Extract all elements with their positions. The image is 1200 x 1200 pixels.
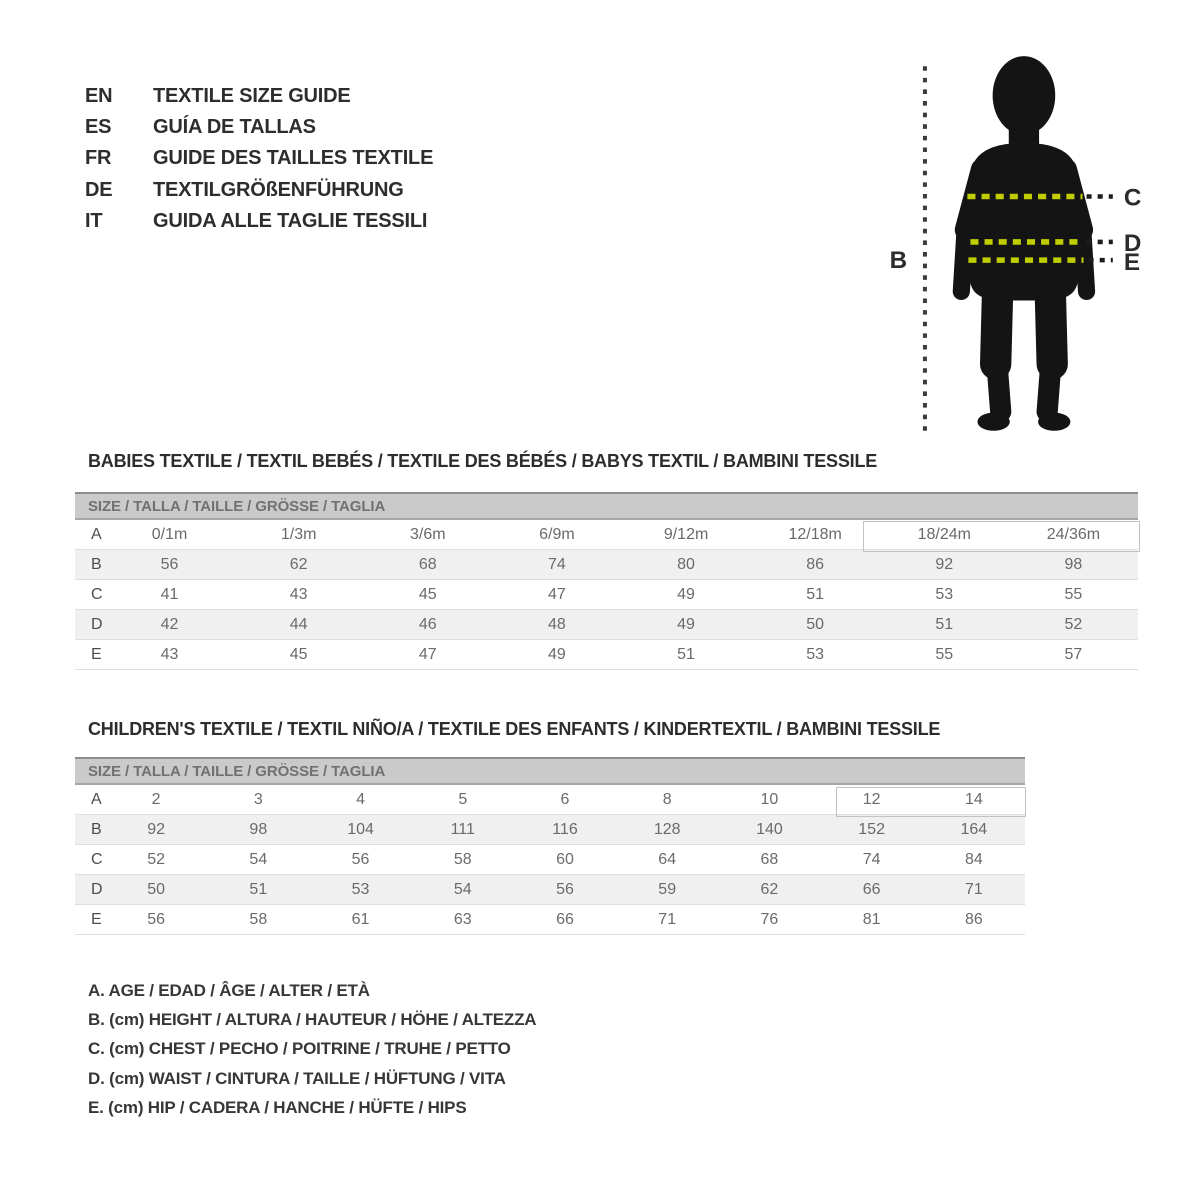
lang-title: GUIDE DES TAILLES TEXTILE [153,147,434,170]
table-row-D [75,610,1138,640]
table-cell: 74 [862,851,881,868]
table-cell: 58 [249,911,268,928]
table-cell: 66 [556,911,574,928]
table-cell: 68 [418,556,437,573]
table-cell: 48 [548,616,566,633]
table-cell: 86 [964,911,983,928]
lang-row-de [85,175,433,206]
table-cell: 92 [147,821,165,838]
lang-row-fr [85,143,433,174]
table-cell: 54 [249,851,268,868]
table-cell: 24/36m [1046,526,1101,543]
table-cell: 5 [458,791,468,808]
table-cell: 46 [418,616,437,633]
table-cell: 44 [289,616,308,633]
lang-title: TEXTILGRÖßENFÜHRUNG [153,178,404,201]
row-label: C [91,586,103,603]
legend-line-chest: C. (cm) CHEST / PECHO / POITRINE / TRUHE / PETTO [88,1039,511,1059]
measurement-legend [88,976,536,1122]
table-cell: 3/6m [410,526,446,543]
table-cell: 43 [289,586,308,603]
row-label: E [91,646,102,663]
lang-row-es [85,112,433,143]
table-cell: 71 [964,881,983,898]
lang-code: EN [85,85,113,107]
table-cell: 45 [418,586,437,603]
table-cell: 51 [677,646,695,663]
table-cell: 51 [935,616,954,633]
table-cell: 54 [453,881,472,898]
table-cell: 152 [858,821,885,838]
table-cell: 140 [756,821,783,838]
hip-label: E [1123,249,1141,277]
table-cell: 55 [935,646,954,663]
table-cell: 49 [548,646,566,663]
table-cell: 60 [556,851,574,868]
table-cell: 47 [548,586,566,603]
children-section-heading: CHILDREN'S TEXTILE / TEXTIL NIÑO/A / TEXTILE DES ENFANTS / KINDERTEXTIL / BAMBINI TESSILE [88,719,941,739]
table-row-C [75,580,1138,610]
table-cell: 128 [653,821,681,838]
lang-row-it [85,206,433,237]
table-cell: 64 [658,851,677,868]
size-header-band: SIZE / TALLA / TAILLE / GRÖSSE / TAGLIA [75,757,1025,785]
table-cell: 51 [249,881,268,898]
lang-title: TEXTILE SIZE GUIDE [153,85,351,107]
size-header-band: SIZE / TALLA / TAILLE / GRÖSSE / TAGLIA [75,492,1138,520]
table-cell: 49 [677,616,695,633]
language-title-list [85,81,433,237]
row-label: D [91,881,103,898]
table-cell: 116 [552,821,578,838]
legend-line-age: A. AGE / EDAD / ÂGE / ALTER / ETÀ [88,981,370,1000]
table-cell: 92 [935,556,954,573]
table-row-B [75,815,1025,845]
table-cell: 55 [1064,586,1083,603]
table-row-C [75,845,1025,875]
table-cell: 53 [935,586,954,603]
table-cell: 84 [964,851,983,868]
lang-title: GUIDA ALLE TAGLIE TESSILI [153,209,428,232]
row-label: B [91,821,102,838]
table-cell: 8 [662,791,672,808]
table-row-E [75,905,1025,935]
table-cell: 62 [289,556,308,573]
table-cell: 53 [351,881,370,898]
row-label: B [91,556,102,573]
table-cell: 52 [147,851,165,868]
table-cell: 41 [160,586,179,603]
table-cell: 18/24m [917,526,971,543]
table-cell: 80 [677,556,695,573]
table-cell: 58 [453,851,472,868]
table-cell: 98 [249,821,268,838]
table-cell: 6/9m [539,526,575,543]
table-cell: 56 [556,881,574,898]
row-label: C [91,851,103,868]
row-label: D [91,616,103,633]
table-cell: 61 [351,911,370,928]
table-cell: 59 [658,881,677,898]
table-row-D [75,875,1025,905]
table-cell: 50 [806,616,825,633]
table-cell: 50 [147,881,165,898]
lang-title: GUÍA DE TALLAS [153,116,316,139]
table-row-E [75,640,1138,670]
legend-line-height: B. (cm) HEIGHT / ALTURA / HAUTEUR / HÖHE / ALTEZZA [88,1010,537,1030]
lang-code: IT [85,209,103,232]
babies-section-heading: BABIES TEXTILE / TEXTIL BEBÉS / TEXTILE DES BÉBÉS / BABYS TEXTIL / BAMBINI TESSILE [88,451,878,471]
table-cell: 52 [1064,616,1083,633]
table-cell: 3 [253,791,263,808]
table-cell: 9/12m [663,526,709,543]
lang-row-en [85,81,433,112]
lang-code: DE [85,178,113,201]
table-cell: 47 [418,646,437,663]
table-cell: 68 [760,851,779,868]
legend-line-waist: D. (cm) WAIST / CINTURA / TAILLE / HÜFTUNG / VITA [88,1068,506,1088]
child-measurement-figure [878,46,1184,450]
table-cell: 56 [351,851,370,868]
table-cell: 81 [862,911,881,928]
height-label: B [889,247,908,275]
children-selected-size-box [836,787,1026,817]
legend-line-hip: E. (cm) HIP / CADERA / HANCHE / HÜFTE / HIPS [88,1097,467,1117]
table-cell: 164 [960,821,988,838]
children-size-table [75,757,1025,935]
babies-size-table [75,492,1138,670]
table-row-B [75,550,1138,580]
table-cell: 0/1m [151,526,188,543]
table-cell: 76 [760,911,779,928]
table-cell: 10 [760,791,779,808]
row-label: A [91,526,102,543]
row-label: E [91,911,102,928]
table-cell: 2 [151,791,161,808]
table-cell: 12 [862,791,881,808]
table-cell: 6 [560,791,570,808]
table-cell: 71 [658,911,677,928]
table-cell: 12/18m [788,526,842,543]
table-cell: 49 [677,586,695,603]
table-cell: 98 [1064,556,1083,573]
table-cell: 57 [1064,646,1083,663]
waist-label: D [1123,230,1142,258]
row-label: A [91,791,102,808]
table-cell: 42 [160,616,179,633]
table-cell: 45 [289,646,308,663]
table-cell: 66 [862,881,881,898]
table-cell: 111 [450,821,475,838]
babies-selected-size-box [863,521,1140,552]
table-cell: 53 [806,646,825,663]
child-silhouette-icon [961,56,1086,431]
lang-code: FR [85,147,112,170]
table-cell: 62 [760,881,779,898]
table-cell: 43 [160,646,179,663]
chest-label: C [1123,184,1142,212]
table-cell: 74 [548,556,566,573]
table-cell: 1/3m [280,526,317,543]
table-cell: 104 [347,821,374,838]
table-cell: 56 [160,556,179,573]
table-cell: 86 [806,556,825,573]
table-cell: 51 [806,586,825,603]
lang-code: ES [85,116,112,139]
table-cell: 4 [356,791,365,808]
table-cell: 56 [147,911,165,928]
table-cell: 63 [453,911,472,928]
table-cell: 14 [964,791,983,808]
